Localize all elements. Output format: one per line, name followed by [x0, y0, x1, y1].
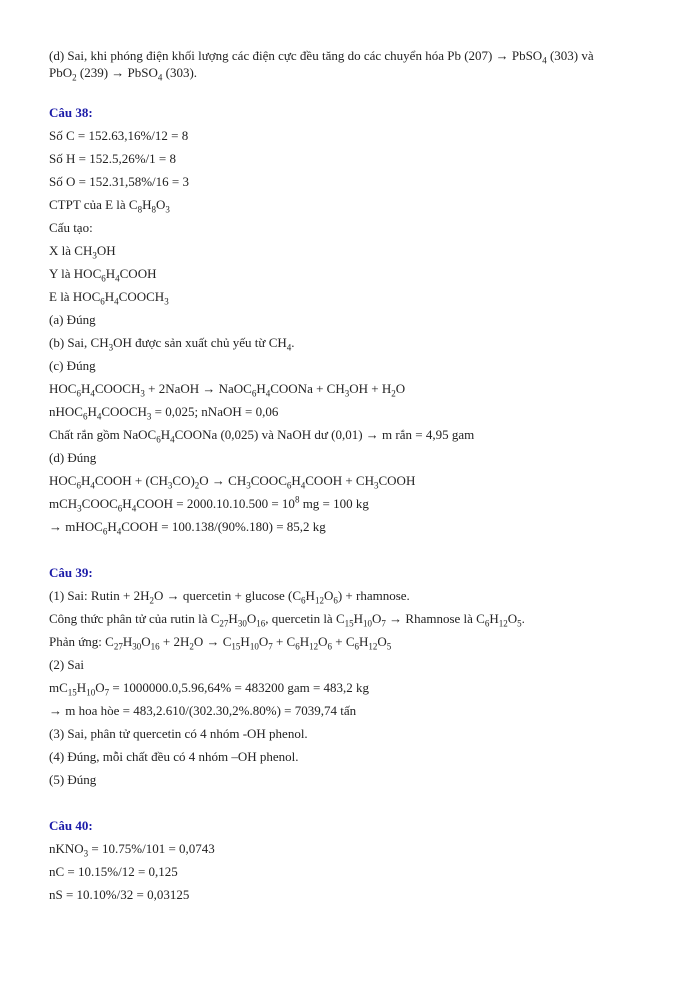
section-cau-40 [49, 817, 649, 903]
text-line: (2) Sai [49, 657, 85, 672]
text-line: (b) Sai, $CH_3OH$ được sản xuất chủ yếu từ $CH_4$. [49, 335, 295, 353]
text-line: Số O = 152.31,58%/16 = 3 [49, 174, 189, 189]
text-line: $HOC_6H_4COOH + (CH_3CO)_2O$ → $CH_3COOC_6H_4COOH$ + $CH_3COOH$ [49, 473, 416, 491]
spacer [49, 81, 649, 104]
text-line: $HOC_6H_4COOCH_3$ + 2NaOH → $NaOC_6H_4COONa + CH_3OH + H_2O$ [49, 381, 406, 399]
text-line: $mC_{15}H_{10}O_7 = 1000000.0,5.96,64\% = 483200$ gam = 483,2 kg [49, 680, 370, 698]
intro-paragraph [49, 47, 649, 81]
document-page [49, 47, 649, 909]
text-line: → $mHOC_6H_4COOH = 100.138/(90\%.180) = 85,2$ kg [49, 519, 326, 537]
text-line: E là $HOC_6H_4COOCH_3$ [49, 289, 169, 307]
intro-line: (d) Sai, khi phóng điện khối lượng các điện cực đều tăng do các chuyển hóa Pb (207) → PbSO$_4$ (303) và [49, 48, 594, 66]
section-lines [49, 840, 649, 903]
text-line: X là $CH_3OH$ [49, 243, 116, 261]
text-line: $nHOC_6H_4COOCH_3 = 0,025$; nNaOH = 0,06 [49, 404, 279, 422]
text-line: nKNO$_3$ = 10.75%/101 = 0,0743 [49, 841, 215, 859]
section-lines [49, 127, 649, 535]
text-line: (c) Đúng [49, 358, 96, 373]
text-line: (d) Đúng [49, 450, 97, 465]
section-cau-38 [49, 104, 649, 535]
spacer [49, 541, 649, 564]
text-line: nS = 10.10%/32 = 0,03125 [49, 887, 190, 902]
section-heading: Câu 39: [49, 565, 93, 580]
text-line: Y là $HOC_6H_4COOH$ [49, 266, 157, 284]
section-heading: Câu 40: [49, 818, 93, 833]
text-line: (5) Đúng [49, 772, 97, 787]
section-heading: Câu 38: [49, 105, 93, 120]
text-line: $mCH_3COOC_6H_4COOH = 2000.10.10.500 = 10^8$ mg = 100 kg [49, 494, 369, 514]
text-line: (3) Sai, phân tử quercetin có 4 nhóm -OH phenol. [49, 726, 308, 741]
text-line: Công thức phân tử của rutin là $C_{27}H_{30}O_{16}$, quercetin là $C_{15}H_{10}O_7$ → Rhamnose là $C_6H_{12}O_5$. [49, 611, 525, 629]
text-line: CTPT của E là $C_8H_8O_3$ [49, 197, 170, 215]
text-line: Phản ứng: $C_{27}H_{30}O_{16} + 2H_2O \to C_{15}H_{10}O_7 + C_6H_{12}O_6 + C_6H_{12}O_5$ [49, 634, 392, 652]
text-line: → m hoa hòe = 483,2.610/(302.30,2%.80%) = 7039,74 tấn [49, 703, 357, 718]
text-line: Chất rắn gồm $NaOC_6H_4COONa$ (0,025) và NaOH dư (0,01) → m rắn = 4,95 gam [49, 427, 475, 445]
text-line: Số H = 152.5,26%/1 = 8 [49, 151, 176, 166]
spacer [49, 794, 649, 817]
text-line: Số C = 152.63,16%/12 = 8 [49, 128, 189, 143]
text-line: Cấu tạo: [49, 220, 93, 235]
text-line: (a) Đúng [49, 312, 96, 327]
text-line: (4) Đúng, mỗi chất đều có 4 nhóm –OH phenol. [49, 749, 299, 764]
section-cau-39 [49, 564, 649, 788]
section-lines [49, 587, 649, 788]
text-line: (1) Sai: Rutin + $2H_2O$ → quercetin + glucose $(C_6H_{12}O_6)$ + rhamnose. [49, 588, 410, 606]
text-line: nC = 10.15%/12 = 0,125 [49, 864, 178, 879]
intro-line: PbO$_2$ (239) → PbSO$_4$ (303). [49, 65, 198, 83]
